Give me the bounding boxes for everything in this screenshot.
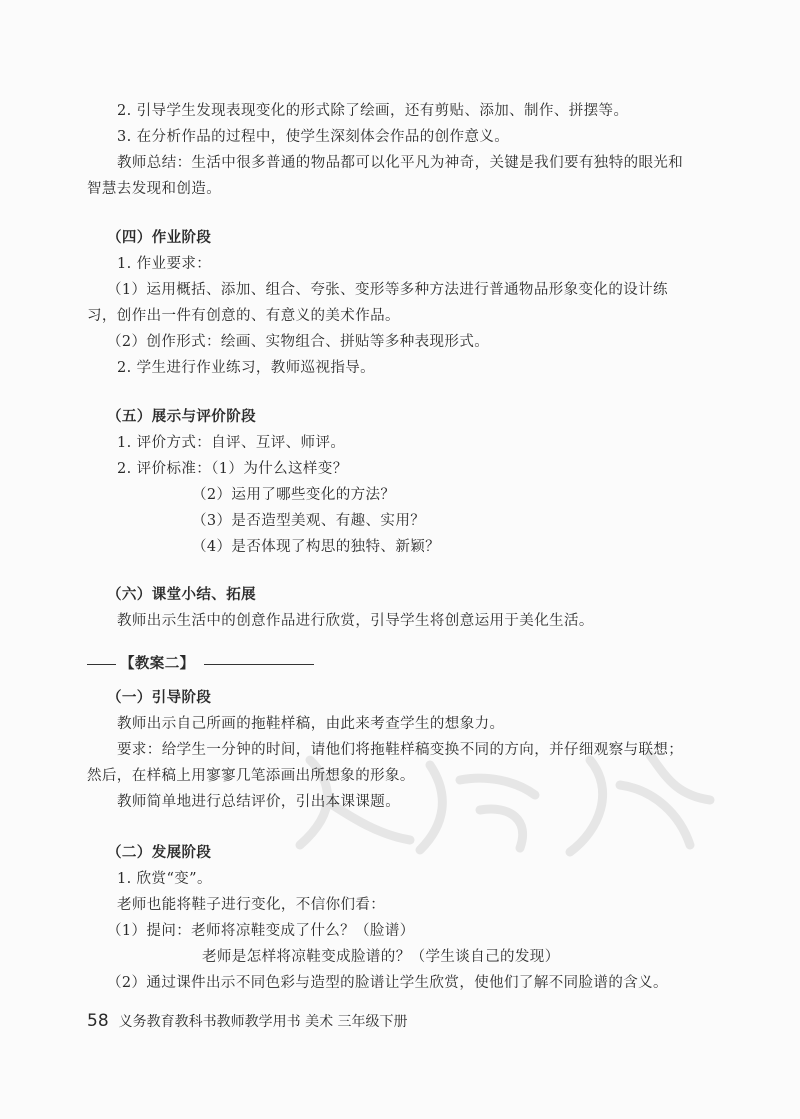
body-line: 老师也能将鞋子进行变化，不信你们看：: [117, 897, 386, 913]
body-line: 1. 作业要求：: [117, 256, 212, 272]
section-divider-left: [87, 664, 116, 665]
body-line: 然后，在样稿上用寥寥几笔添画出所想象的形象。: [87, 768, 415, 784]
section-divider-right: [204, 664, 314, 665]
body-line: （3）是否造型美观、有趣、实用？: [192, 513, 426, 529]
body-line: （4）是否体现了构思的独特、新颖？: [192, 539, 441, 555]
body-line: 习，创作出一件有创意的、有意义的美术作品。: [87, 308, 400, 324]
section-heading: （四）作业阶段: [107, 230, 212, 246]
body-line: 智慧去发现和创造。: [87, 181, 222, 197]
body-line: （2）通过课件出示不同色彩与造型的脸谱让学生欣赏，使他们了解不同脸谱的含义。: [107, 975, 668, 991]
section-title: 【教案二】: [120, 656, 195, 672]
body-line: 教师简单地进行总结评价，引出本课课题。: [117, 794, 401, 810]
body-line: 2. 引导学生发现表现变化的形式除了绘画，还有剪贴、添加、制作、拼摆等。: [117, 103, 629, 119]
section-heading: （五）展示与评价阶段: [107, 409, 256, 425]
body-line: 2. 评价标准：（1）为什么这样变？: [117, 461, 348, 477]
section-heading: （二）发展阶段: [107, 845, 212, 861]
body-line: 要求：给学生一分钟的时间，请他们将拖鞋样稿变换不同的方向，并仔细观察与联想；: [117, 742, 684, 758]
body-line: 2. 学生进行作业练习，教师巡视指导。: [117, 360, 376, 376]
body-line: （2）运用了哪些变化的方法？: [192, 487, 396, 503]
body-line: （1）运用概括、添加、组合、夸张、变形等多种方法进行普通物品形象变化的设计练: [107, 282, 668, 298]
page-number: 58: [87, 1011, 109, 1031]
body-line: 教师出示生活中的创意作品进行欣赏，引导学生将创意运用于美化生活。: [117, 613, 594, 629]
section-heading: （六）课堂小结、拓展: [107, 587, 256, 603]
body-line: 1. 欣赏“变”。: [117, 871, 212, 887]
body-line: 教师出示自己所画的拖鞋样稿，由此来考查学生的想象力。: [117, 716, 505, 732]
book-title: 义务教育教科书教师教学用书 美术 三年级下册: [118, 1014, 408, 1030]
body-line: 3. 在分析作品的过程中，使学生深刻体会作品的创作意义。: [117, 129, 510, 145]
body-line: 老师是怎样将凉鞋变成脸谱的？（学生谈自己的发现）: [202, 949, 560, 965]
page-footer: [87, 1011, 408, 1032]
body-line: 教师总结：生活中很多普通的物品都可以化平凡为神奇，关键是我们要有独特的眼光和: [117, 155, 684, 171]
body-line: （1）提问：老师将凉鞋变成了什么？（脸谱）: [107, 923, 415, 939]
body-line: （2）创作形式：绘画、实物组合、拼贴等多种表现形式。: [107, 334, 490, 350]
body-line: 1. 评价方式：自评、互评、师评。: [117, 435, 346, 451]
section-heading: （一）引导阶段: [107, 690, 212, 706]
